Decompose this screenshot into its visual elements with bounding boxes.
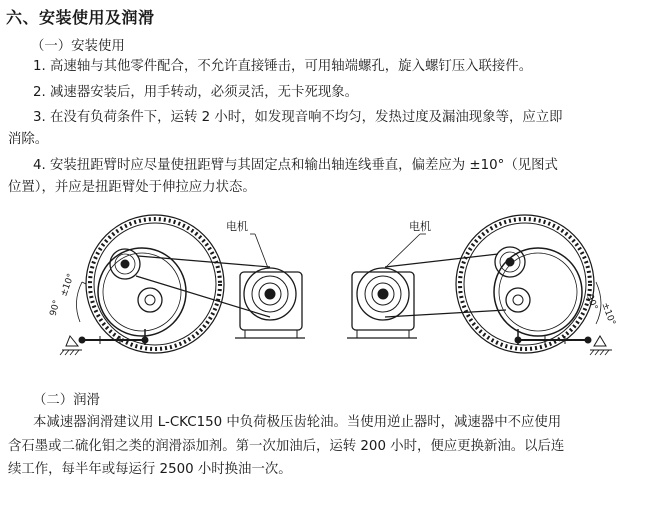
right-reducer-assembly [385,215,612,355]
right-angle-90: 90° [584,293,599,312]
left-reducer-assembly [60,215,270,355]
section-title: 六、安装使用及润滑 [6,8,155,27]
install-item-4-line-2: 位置），并应是扭距臂处于伸拉应力状态。 [8,180,256,195]
left-angle-tolerance: ±10° [59,272,77,299]
lubrication-heading: （二）润滑 [33,393,100,408]
left-angle-90: 90° [48,299,63,318]
install-item-3-line-1: 3. 在没有负荷条件下，运转 2 小时，如发现音响不均匀，发热过度及漏油现象等，应立即 [33,110,563,125]
right-angle-tolerance: ±10° [599,301,617,327]
install-heading: （一）安装使用 [31,39,125,54]
right-motor-label: 电机 [409,220,431,233]
left-motor [235,234,305,338]
install-item-2: 2. 减速器安装后，用手转动，必须灵活，无卡死现象。 [33,85,359,100]
install-item-4-line-1: 4. 安装扭距臂时应尽量使扭距臂与其固定点和输出轴连线垂直，偏差应为 ±10°（见图式 [33,158,558,173]
right-motor [347,234,426,338]
install-item-1: 1. 高速轴与其他零件配合，不允许直接锤击，可用轴端螺孔，旋入螺钉压入联接件。 [33,59,533,74]
lubrication-line-1: 本减速器润滑建议用 L-CKC150 中负荷极压齿轮油。当使用逆止器时，减速器中不应使用 [33,415,562,430]
lubrication-line-3: 续工作，每半年或每运行 2500 小时换油一次。 [8,462,292,477]
left-motor-label: 电机 [226,220,248,233]
lubrication-line-2: 含石墨或二硫化钼之类的润滑添加剂。第一次加油后，运转 200 小时，便应更换新油。以后连 [8,439,565,454]
install-item-3-line-2: 消除。 [8,132,49,147]
torque-arm-installation-diagram [40,212,665,387]
